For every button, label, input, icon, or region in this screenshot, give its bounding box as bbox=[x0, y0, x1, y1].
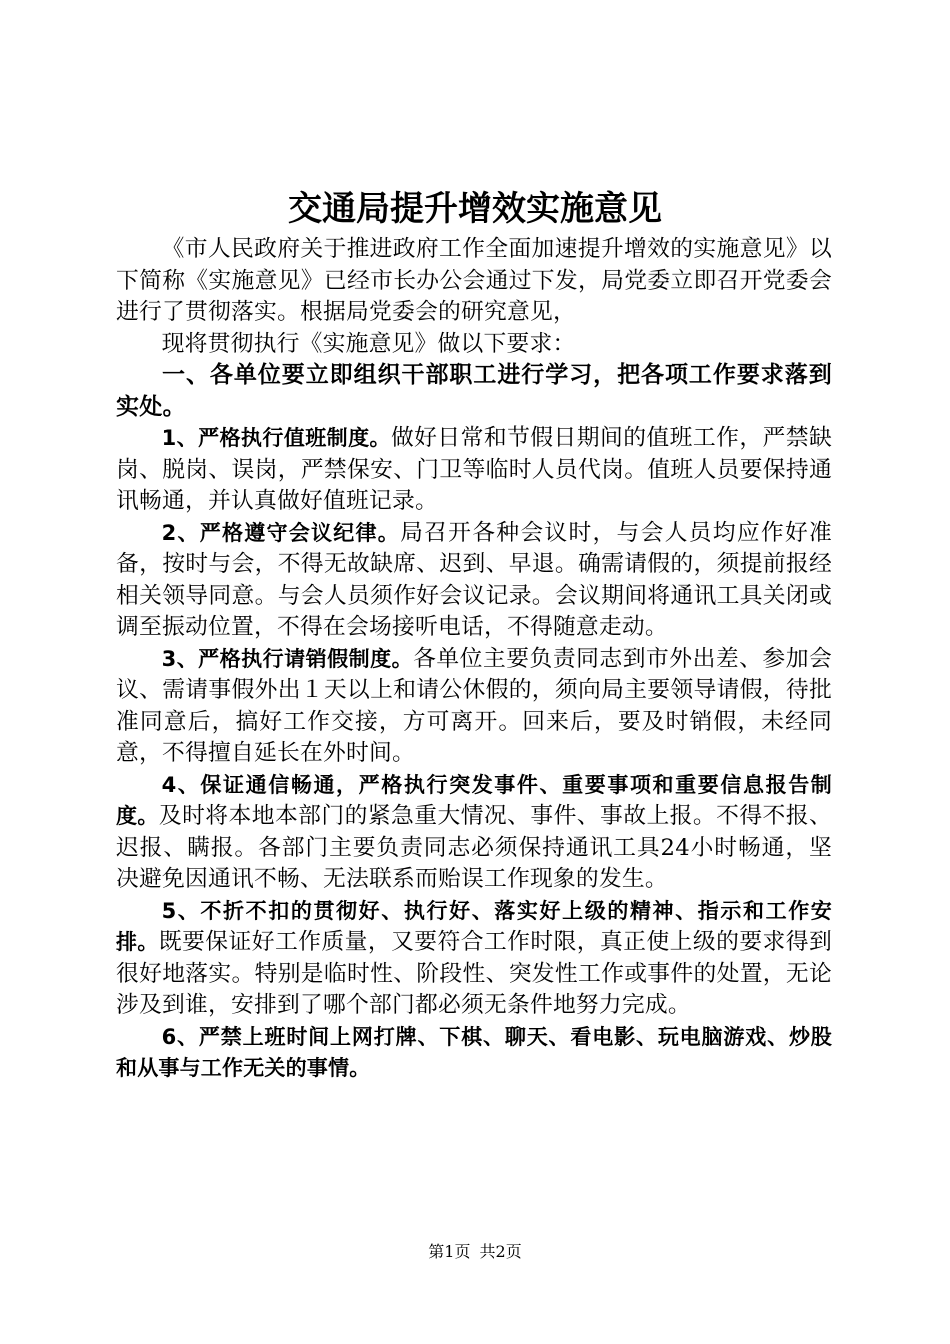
list-item bbox=[116, 770, 832, 896]
list-item bbox=[116, 896, 832, 1022]
intro-paragraph: 《市人民政府关于推进政府工作全面加速提升增效的实施意见》以下简称《实施意见》已经市长办公会通过下发，局党委立即召开党委会进行了贯彻落实。根据局党委会的研究意见， bbox=[116, 236, 832, 325]
item-text: 做好日常和节假日期间的值班工作，严禁缺岗、脱岗、误岗，严禁保安、门卫等临时人员代岗。值班人员要保持通讯畅通，并认真做好值班记录。 bbox=[116, 425, 832, 514]
intro-paragraph-2: 现将贯彻执行《实施意见》做以下要求： bbox=[161, 330, 576, 357]
item-lead: 1、严格执行值班制度。 bbox=[161, 426, 391, 450]
item-text: 各单位主要负责同志到市外出差、参加会议、需请事假外出１天以上和请公休假的，须向局主要领导请假，待批准同意后，搞好工作交接，方可离开。回来后，要及时销假，未经同意，不得擅自延长在外时间。 bbox=[116, 645, 832, 766]
item-text: 局召开各种会议时，与会人员均应作好准备，按时与会，不得无故缺席、迟到、早退。确需请假的，须提前报经相关领导同意。与会人员须作好会议记录。会议期间将通讯工具关闭或调至振动位置，不得在会场接听电话，不得随意走动。 bbox=[116, 519, 833, 640]
document-body bbox=[116, 234, 832, 1085]
document-title: 交通局提升增效实施意见 bbox=[288, 189, 662, 229]
item-lead: 2、严格遵守会议纪律。 bbox=[161, 520, 401, 545]
item-lead: 5、不折不扣的贯彻好、执行好、落实好上级的精神、指示和工作安排。 bbox=[116, 898, 832, 954]
item-lead: 4、保证通信畅通，严格执行突发事件、重要事项和重要信息报告制度。 bbox=[116, 772, 832, 828]
page-number: 第1页 bbox=[428, 1242, 471, 1261]
item-text: 及时将本地本部门的紧急重大情况、事件、事故上报。不得不报、迟报、瞒报。各部门主要负责同志必须保持通讯工具24小时畅通，坚决避免因通讯不畅、无法联系而贻误工作现象的发生。 bbox=[116, 803, 832, 892]
page-total: 共2页 bbox=[479, 1242, 522, 1261]
page-footer bbox=[0, 1241, 950, 1263]
list-item bbox=[116, 518, 832, 644]
list-item bbox=[116, 1022, 832, 1085]
list-item bbox=[116, 644, 832, 770]
section-heading-1: 一、各单位要立即组织干部职工进行学习，把各项工作要求落到实处。 bbox=[116, 362, 832, 420]
list-item bbox=[116, 423, 832, 518]
item-lead: 6、严禁上班时间上网打牌、下棋、聊天、看电影、玩电脑游戏、炒股和从事与工作无关的事情。 bbox=[116, 1024, 832, 1080]
item-lead: 3、严格执行请销假制度。 bbox=[161, 646, 414, 671]
item-text: 既要保证好工作质量，又要符合工作时限，真正使上级的要求得到很好地落实。特别是临时性、阶段性、突发性工作或事件的处置，无论涉及到谁，安排到了哪个部门都必须无条件地努力完成。 bbox=[116, 929, 832, 1018]
